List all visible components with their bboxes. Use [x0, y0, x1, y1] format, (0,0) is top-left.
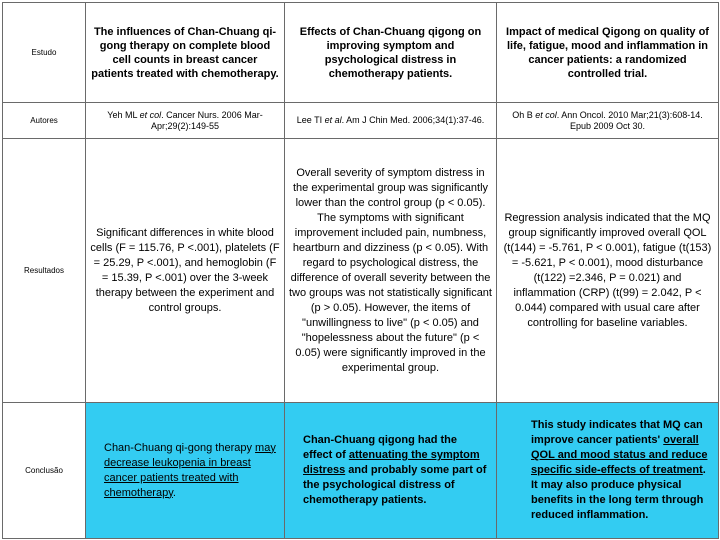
study-1-conclusion	[86, 403, 285, 539]
study-2-ref-citation: . Am J Chin Med. 2006;34(1):37-46.	[341, 115, 485, 125]
row-label-conclusao: Conclusão	[3, 403, 86, 539]
study-1-conclusion-emphasis: may decrease leukopenia in breast cancer patients treated with chemotherapy	[104, 441, 276, 499]
study-3-ref-citation: . Ann Oncol. 2010 Mar;21(3):608-14. Epub 2009 Oct 30.	[556, 109, 703, 131]
study-2-title: Effects of Chan-Chuang qigong on improving symptom and psychological distress in chemotherapy patients.	[285, 3, 497, 103]
study-1-title: The influences of Chan-Chuang qi-gong therapy on complete blood cell counts in breast cancer patients treated with chemotherapy.	[86, 3, 285, 103]
study-1-ref-citation: . Cancer Nurs. 2006 Mar-Apr;29(2):149-55	[150, 109, 263, 131]
row-autores	[3, 103, 719, 139]
study-1-reference	[86, 103, 285, 139]
study-3-conclusion-end: . It may also produce physical benefits in the long term through reduced inflammation.	[531, 464, 706, 521]
study-3-ref-etal: et col	[535, 109, 557, 120]
row-label-estudo: Estudo	[3, 3, 86, 103]
qigong-studies-table	[2, 2, 719, 539]
study-3-results: Regression analysis indicated that the MQ group significantly improved overall QOL (t(144) = -5.761, P < 0.001), fatigue (t(153) = -5.621, P < 0.001), mood disturbance (t(122) =2.346, P = 0.021) and inflammation (CRP) (t(99) = 2.042, P < 0.044) compared with usual care after controlling for baseline variables.	[497, 139, 719, 403]
row-conclusao	[3, 403, 719, 539]
study-2-ref-authors: Lee TI	[296, 115, 325, 125]
study-1-ref-etal: et col	[139, 109, 162, 120]
study-3-conclusion-text: This study indicates that MQ can improve cancer patients'	[531, 419, 703, 446]
row-estudo	[3, 3, 719, 103]
study-3-ref-authors: Oh B	[512, 109, 536, 120]
study-2-conclusion-text: Chan-Chuang qigong had the effect of	[303, 434, 457, 461]
row-resultados	[3, 139, 719, 403]
study-1-results: Significant differences in white blood cells (F = 115.76, P <.001), platelets (F = 25.29, P <.001), and hemoglobin (F = 15.39, P <.001) over the 3-week therapy between the experiment and control groups.	[86, 139, 285, 403]
study-3-conclusion	[497, 403, 719, 539]
study-2-conclusion-emphasis: attenuating the symptom distress	[303, 449, 480, 476]
row-label-resultados: Resultados	[3, 139, 86, 403]
study-2-conclusion-end: and probably some part of the psychological distress of chemotherapy patients.	[303, 464, 487, 506]
study-2-ref-etal: et al	[324, 115, 342, 125]
study-1-conclusion-end: .	[172, 486, 176, 499]
study-1-conclusion-text: Chan-Chuang qi-gong therapy	[104, 441, 256, 454]
study-3-conclusion-emphasis: overall QOL and mood status and reduce specific side-effects of treatment	[531, 434, 708, 476]
row-label-autores: Autores	[3, 103, 86, 139]
study-2-results: Overall severity of symptom distress in the experimental group was significantly lower than the control group (p < 0.05). The symptoms with significant improvement included pain, numbness, heartburn and dizziness (p < 0.05). With regard to psychological distress, the difference of overall severity between the two groups was not statistically significant (p > 0.05). However, the items of "unwillingness to live" (p < 0.05) and "hopelessness about the future" (p < 0.05) were significantly improved in the experimental group.	[285, 139, 497, 403]
study-3-title: Impact of medical Qigong on quality of life, fatigue, mood and inflammation in cancer patients: a randomized controlled trial.	[497, 3, 719, 103]
study-3-reference	[497, 103, 719, 139]
study-2-conclusion	[285, 403, 497, 539]
study-2-reference	[285, 103, 497, 139]
study-1-ref-authors: Yeh ML	[107, 109, 140, 120]
